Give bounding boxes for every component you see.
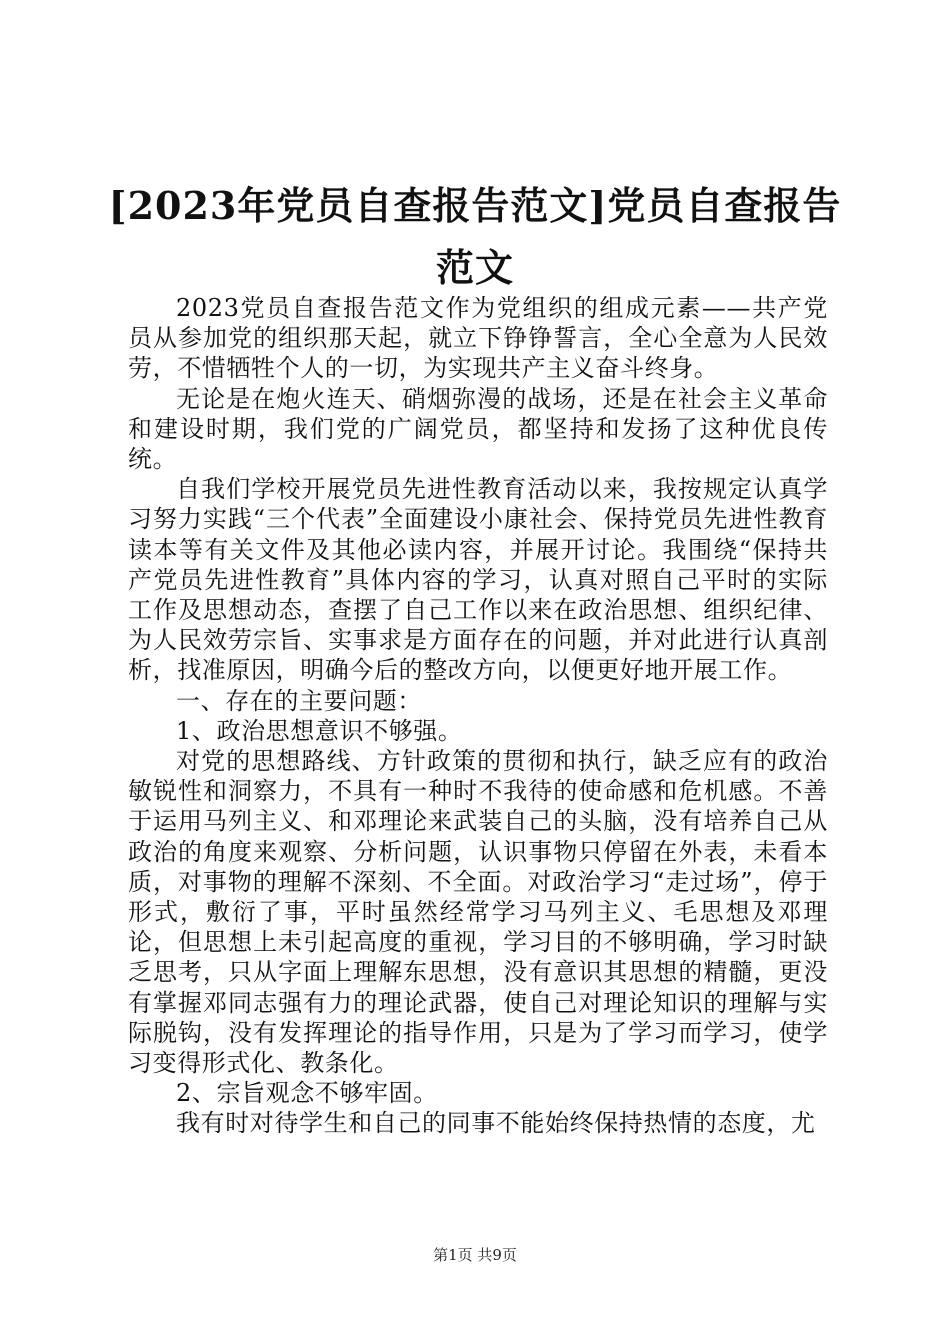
paragraph-tradition: 无论是在炮火连天、硝烟弥漫的战场，还是在社会主义革命和建设时期，我们党的广阔党员，都坚持和发扬了这种优良传统。 [128,384,828,474]
document-body [128,293,828,1139]
paragraph-intro: 2023党员自查报告范文作为党组织的组成元素——共产党员从参加党的组织那天起，就立下铮铮誓言，全心全意为人民效劳，不惜牺牲个人的一切，为实现共产主义奋斗终身。 [128,294,828,383]
page-footer: 第1页 共9页 [433,1246,517,1264]
subheading-purpose-concept: 2、宗旨观念不够牢固。 [176,1079,438,1108]
section-heading-problems: 一、存在的主要问题： [176,686,422,715]
paragraph-purpose-concept: 我有时对待学生和自己的同事不能始终保持热情的态度，尤 [176,1109,816,1138]
paragraph-education: 自我们学校开展党员先进性教育活动以来，我按规定认真学习努力实践“三个代表”全面建设小康社会、保持党员先进性教育读本等有关文件及其他必读内容，并展开讨论。我围绕“保持共产党员先进性教育”具体内容的学习，认真对照自己平时的实际工作及思想动态，查摆了自己工作以来在政治思想、组织纪律、为人民效劳宗旨、实事求是方面存在的问题，并对此进行认真剖析，找准原因，明确今后的整改方向，以便更好地开展工作。 [128,475,828,685]
paragraph-political-awareness: 对党的思想路线、方针政策的贯彻和执行，缺乏应有的政治敏锐性和洞察力，不具有一种时不我待的使命感和危机感。不善于运用马列主义、和邓理论来武装自己的头脑，没有培养自己从政治的角度来观察、分析问题，认识事物只停留在外表，未看本质，对事物的理解不深刻、不全面。对政治学习“走过场”，停于形式，敷衍了事，平时虽然经常学习马列主义、毛思想及邓理论，但思想上未引起高度的重视，学习目的不够明确，学习时缺乏思考，只从字面上理解东思想，没有意识其思想的精髓，更没有掌握邓同志强有力的理论武器，使自己对理论知识的理解与实际脱钩，没有发挥理论的指导作用，只是为了学习而学习，使学习变得形式化、教条化。 [128,747,828,1078]
subheading-political-awareness: 1、政治思想意识不够强。 [176,716,463,745]
document-title: [2023年党员自查报告范文]党员自查报告范文 [108,183,842,291]
